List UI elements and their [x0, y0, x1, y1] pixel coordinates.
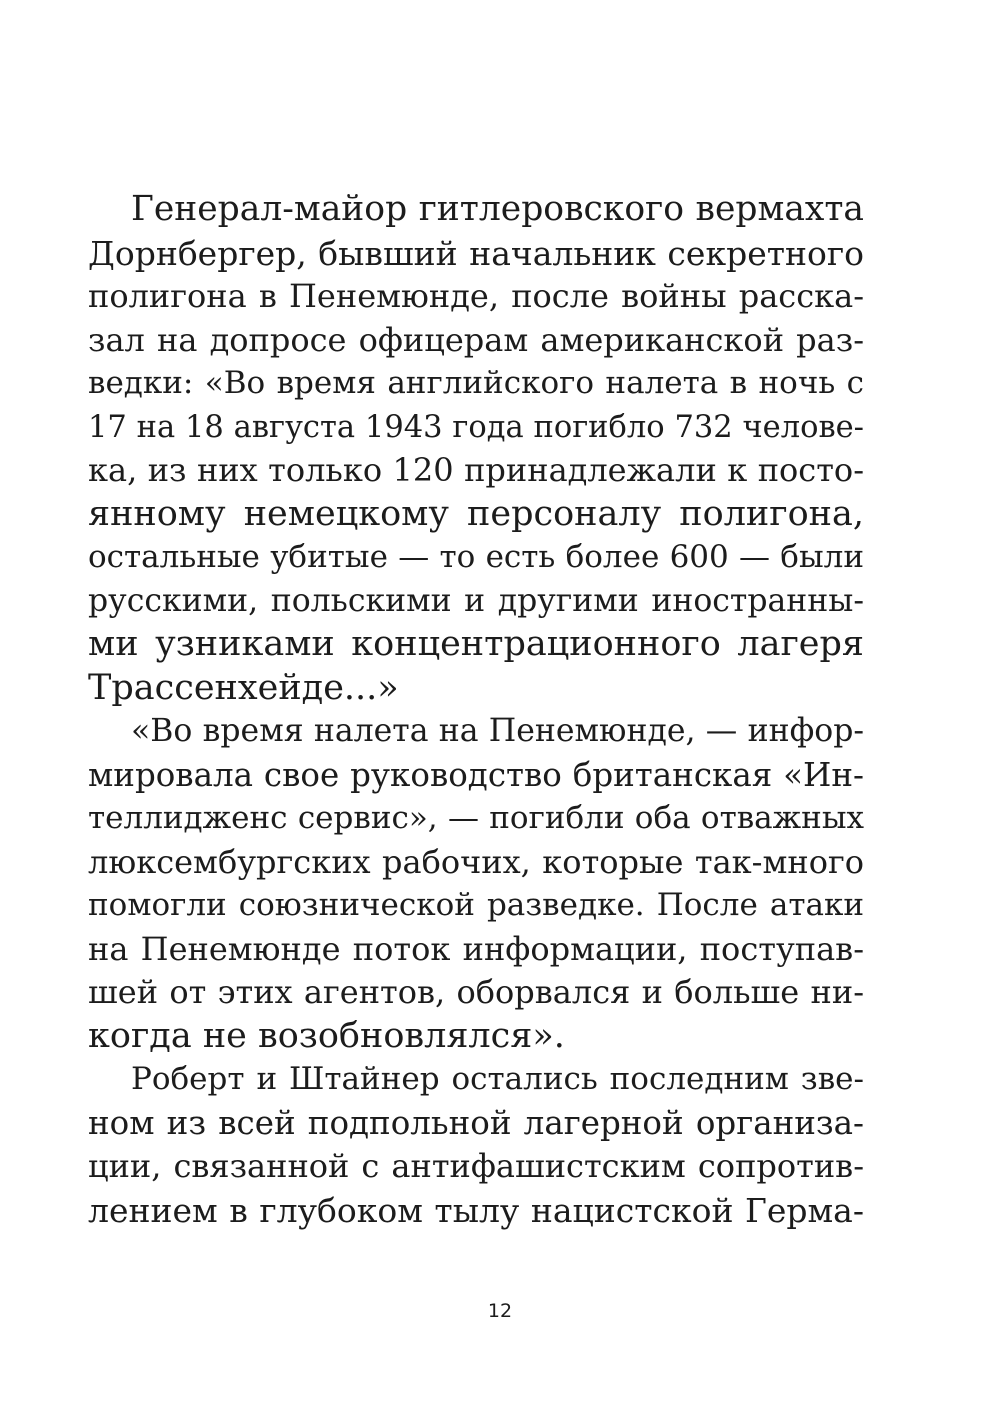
text-line: остальные убитые — то есть более 600 — были [88, 539, 864, 575]
text-line: русскими, польскими и другими иностранны- [88, 582, 864, 619]
text-line: мировала свое руководство британская «Ин- [88, 755, 864, 794]
text-line: Генерал-майор гитлеровского вермахта [131, 189, 864, 229]
body-text [88, 188, 864, 1232]
text-line: янному немецкому персоналу полигона, [88, 493, 864, 534]
text-line: 17 на 18 августа 1943 года погибло 732 челове- [88, 409, 864, 445]
text-line: «Во время налета на Пенемюнде, — инфор- [131, 713, 864, 749]
text-line: помогли союзнической разведке. После атаки [88, 887, 864, 923]
text-line: зал на допросе офицерам американской раз- [88, 320, 864, 359]
page-number: 12 [487, 1300, 513, 1322]
text-line: ции, связанной с антифашистским сопротив- [88, 1147, 864, 1185]
text-line: ка, из них только 120 принадлежали к посто- [88, 451, 864, 489]
text-line: теллидженс сервис», — погибли оба отважных [88, 800, 864, 836]
text-line: ведки: «Во время английского налета в ночь с [88, 365, 864, 401]
text-line: ми узниками концентрационного лагеря [88, 624, 864, 664]
text-line: полигона в Пенемюнде, после войны расска- [88, 277, 864, 315]
text-line: Роберт и Штайнер остались последним зве- [131, 1061, 864, 1097]
text-line: люксембургских рабочих, которые так-много [88, 842, 864, 881]
text-line: лением в глубоком тылу нацистской Герма- [88, 1190, 864, 1230]
text-line: Дорнбергер, бывший начальник секретного [88, 233, 864, 273]
text-line: Трассенхейде...» [88, 667, 399, 708]
text-line: ном из всей подпольной лагерной организа- [88, 1103, 864, 1142]
text-line: шей от этих агентов, оборвался и больше ни- [88, 973, 864, 1011]
text-line: на Пенемюнде поток информации, поступав- [88, 929, 864, 968]
text-line: когда не возобновлялся». [88, 1015, 565, 1056]
